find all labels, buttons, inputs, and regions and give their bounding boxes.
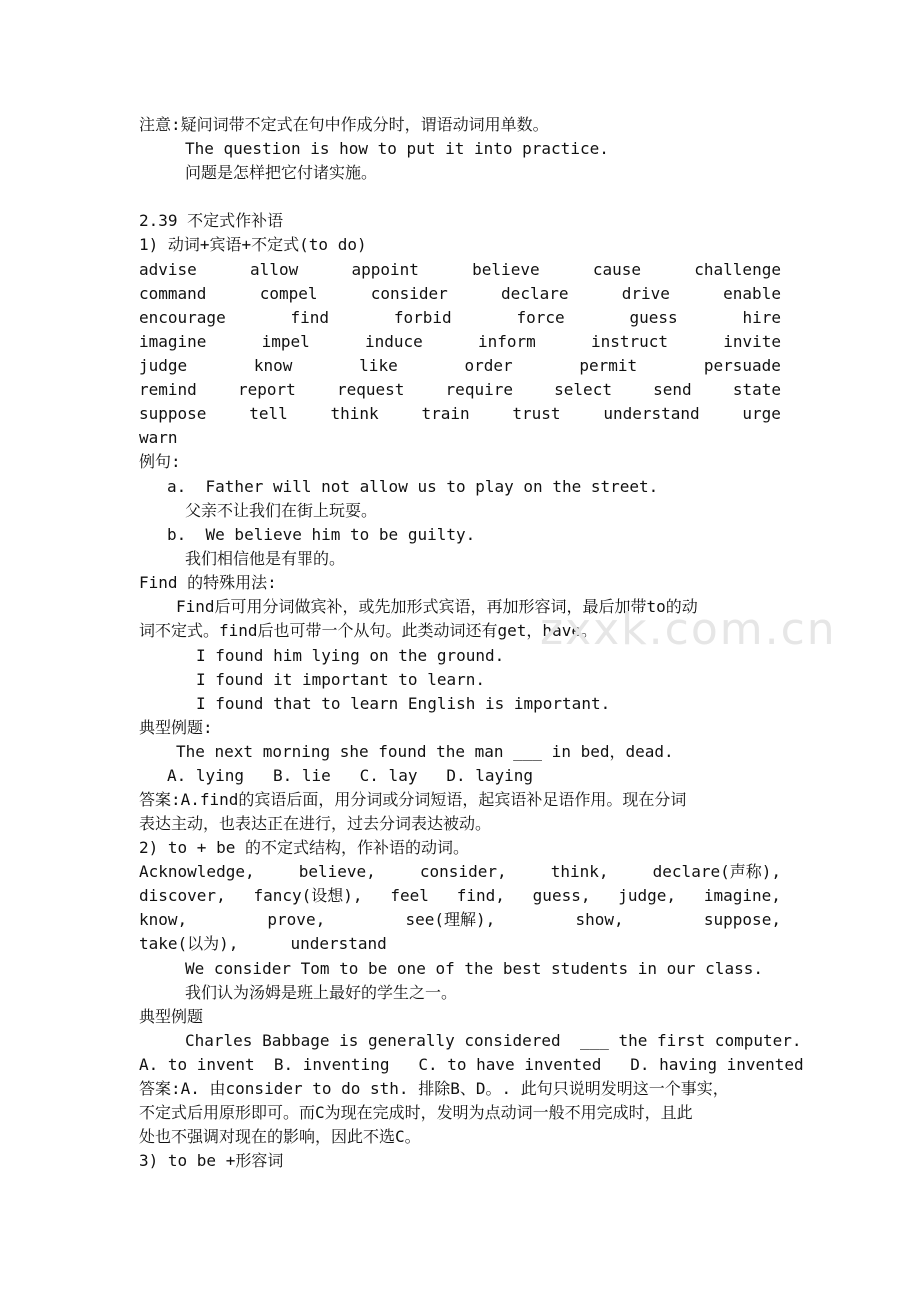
example-sentence: The question is how to put it into practice. (185, 139, 609, 158)
be-verb-row (139, 932, 387, 956)
verb-word: inform (477, 332, 536, 351)
exercise-options: A. lying B. lie C. lay D. laying (167, 766, 534, 785)
verb-word: advise (139, 260, 197, 279)
be-verb-row (139, 860, 781, 884)
verb-word: declare (501, 284, 569, 303)
verb-word: find, (456, 886, 505, 905)
verb-word: induce (364, 332, 423, 351)
verb-word: know (253, 356, 293, 375)
verb-word: train (421, 404, 470, 423)
example-sentence: b. We believe him to be guilty. (167, 525, 476, 544)
verb-word: state (732, 380, 781, 399)
verb-word: send (653, 380, 692, 399)
subsection-heading: 1) 动词+宾语+不定式(to do) (139, 235, 367, 254)
verb-word: force (516, 308, 565, 327)
be-verb-row (139, 908, 781, 932)
verb-word: find (290, 308, 330, 327)
verb-word: persuade (703, 356, 781, 375)
note-line: 注意:疑问词带不定式在句中作成分时，谓语动词用单数。 (139, 115, 549, 134)
examples-heading: 例句: (139, 452, 181, 471)
verb-row (139, 282, 781, 306)
verb-word: see(理解), (405, 910, 496, 929)
example-sentence: We consider Tom to be one of the best students in our class. (185, 959, 763, 978)
verb-word: imagine, (703, 886, 781, 905)
verb-word: remind (139, 380, 197, 399)
verb-row (139, 306, 781, 330)
verb-word: understand (290, 934, 387, 953)
exercise-heading: 典型例题: (139, 718, 213, 737)
verb-word: show, (575, 910, 624, 929)
subsection-heading: 3) to be +形容词 (139, 1151, 284, 1170)
verb-word: request (336, 380, 405, 399)
watermark: zxxk.com.cn (540, 604, 837, 655)
verb-word: enable (723, 284, 781, 303)
exercise-options: A. to invent B. inventing C. to have invented D. having invented (139, 1055, 804, 1074)
example-sentence: I found it important to learn. (196, 670, 485, 689)
exercise-question: The next morning she found the man ___ in bed，dead. (176, 742, 674, 761)
verb-word: feel (390, 886, 429, 905)
be-verb-row (139, 884, 781, 908)
verb-word: forbid (393, 308, 452, 327)
verb-word: tell (249, 404, 288, 423)
example-translation: 我们相信他是有罪的。 (185, 549, 346, 568)
verb-word: suppose, (703, 910, 781, 929)
verb-word: command (139, 284, 207, 303)
verb-row (139, 330, 781, 354)
verb-word: judge, (618, 886, 677, 905)
usage-text: Find后可用分词做宾补，或先加形式宾语，再加形容词，最后加带to的动 (176, 597, 698, 616)
verb-word: appoint (351, 260, 419, 279)
verb-word: think (330, 404, 379, 423)
verb-word: challenge (694, 260, 781, 279)
verb-word: think, (550, 862, 609, 881)
verb-row (139, 402, 781, 426)
verb-word: encourage (139, 308, 226, 327)
example-sentence: I found that to learn English is important. (196, 694, 611, 713)
verb-row (139, 258, 781, 282)
verb-word: guess (629, 308, 678, 327)
exercise-question: Charles Babbage is generally considered ___ the first computer. (185, 1031, 802, 1050)
verb-word: guess, (532, 886, 591, 905)
example-sentence: I found him lying on the ground. (196, 646, 505, 665)
verb-word: judge (139, 356, 188, 375)
verb-word: discover, (139, 886, 226, 905)
subsection-heading: 2) to + be 的不定式结构，作补语的动词。 (139, 838, 469, 857)
example-translation: 问题是怎样把它付诸实施。 (185, 163, 378, 182)
verb-word: compel (259, 284, 318, 303)
verb-word: trust (512, 404, 561, 423)
verb-word: report (237, 380, 296, 399)
verb-word: warn (139, 428, 178, 447)
verb-word: believe, (298, 862, 376, 881)
verb-word: know, (139, 910, 188, 929)
verb-word: order (464, 356, 513, 375)
verb-word: permit (579, 356, 638, 375)
verb-word: consider (370, 284, 448, 303)
verb-row (139, 354, 781, 378)
answer-text: 处也不强调对现在的影响，因此不选C。 (139, 1127, 421, 1146)
verb-word: take(以为), (139, 934, 239, 953)
verb-row (139, 378, 781, 402)
verb-word: urge (742, 404, 781, 423)
usage-heading: Find 的特殊用法: (139, 573, 277, 592)
verb-word: invite (723, 332, 781, 351)
verb-word: like (359, 356, 398, 375)
usage-text: 词不定式。find后也可带一个从句。此类动词还有get，have。 (139, 621, 597, 640)
exercise-heading: 典型例题 (139, 1007, 204, 1026)
verb-word: fancy(设想), (253, 886, 363, 905)
verb-word: instruct (590, 332, 669, 351)
verb-word: believe (472, 260, 540, 279)
answer-text: 答案:A.find的宾语后面，用分词或分词短语，起宾语补足语作用。现在分词 (139, 790, 687, 809)
example-translation: 父亲不让我们在街上玩耍。 (185, 501, 378, 520)
example-translation: 我们认为汤姆是班上最好的学生之一。 (185, 983, 458, 1002)
verb-word: suppose (139, 404, 207, 423)
verb-word: imagine (139, 332, 207, 351)
verb-word: consider, (419, 862, 507, 881)
verb-word: drive (621, 284, 670, 303)
verb-word: Acknowledge, (139, 862, 255, 881)
verb-word: prove, (267, 910, 326, 929)
answer-text: 答案:A. 由consider to do sth. 排除B、D。. 此句只说明发明这一个事实， (139, 1079, 729, 1098)
section-heading: 2.39 不定式作补语 (139, 211, 284, 230)
verb-word: impel (261, 332, 310, 351)
answer-text: 不定式后用原形即可。而C为现在完成时，发明为点动词一般不用完成时，且此 (139, 1103, 693, 1122)
answer-text: 表达主动，也表达正在进行，过去分词表达被动。 (139, 814, 492, 833)
verb-word: require (445, 380, 513, 399)
verb-word: cause (592, 260, 642, 279)
verb-word: declare(声称), (652, 862, 781, 881)
verb-word: hire (742, 308, 781, 327)
verb-word: understand (603, 404, 700, 423)
verb-word: select (554, 380, 612, 399)
verb-word: allow (250, 260, 299, 279)
example-sentence: a. Father will not allow us to play on the street. (167, 477, 659, 496)
